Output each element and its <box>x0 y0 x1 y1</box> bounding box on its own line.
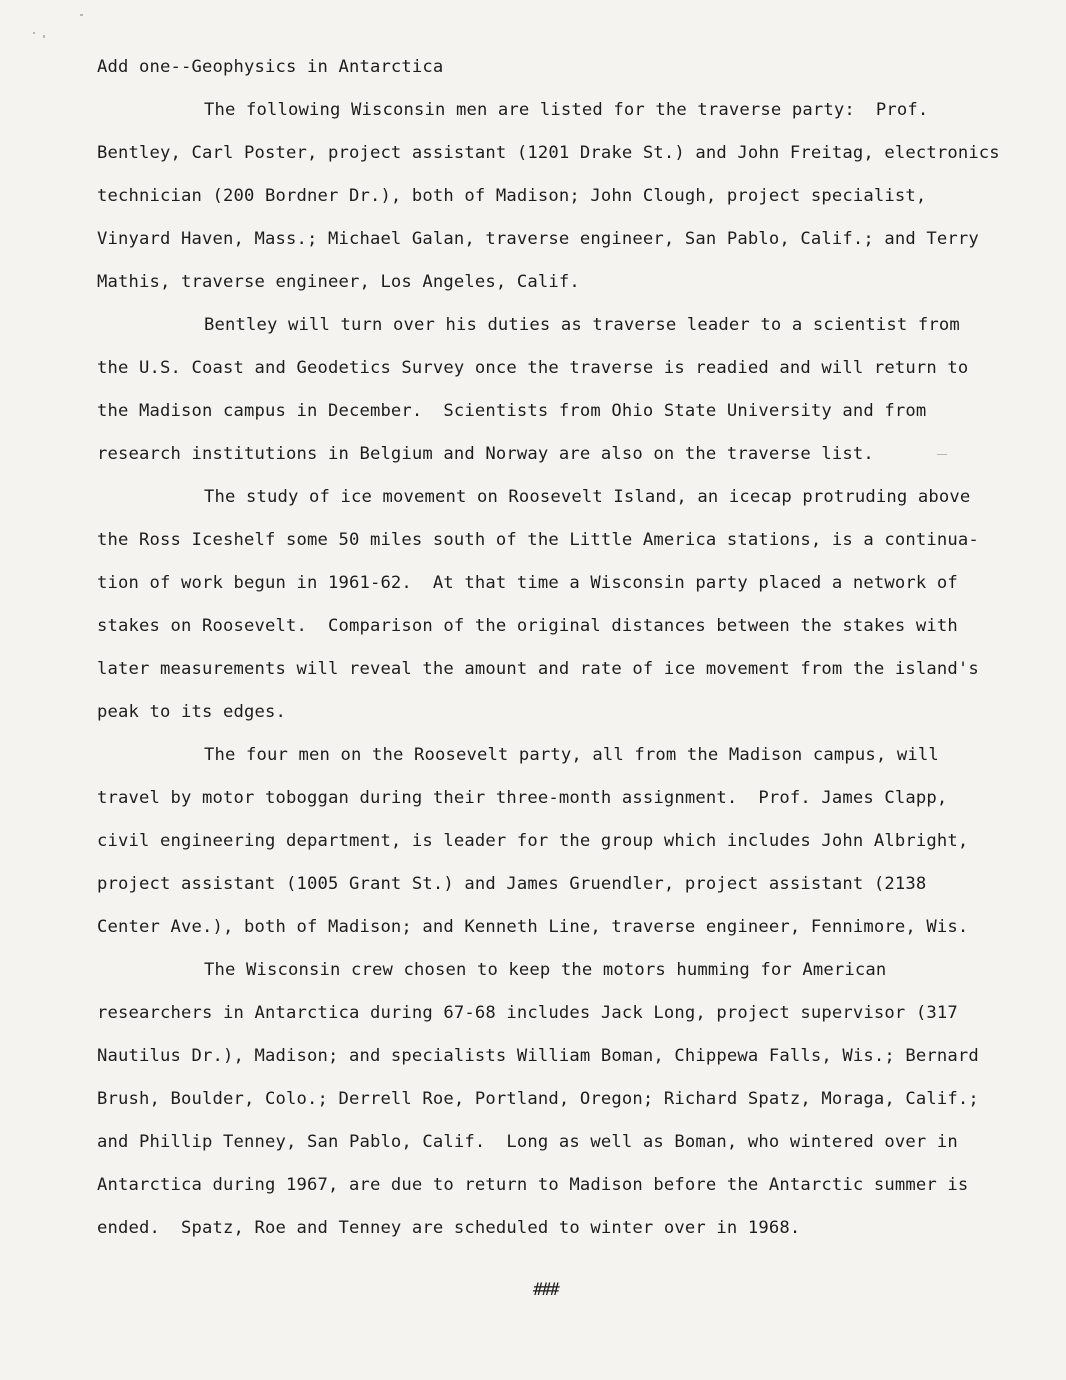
text-line: technician (200 Bordner Dr.), both of Madison; John Clough, project specialist, <box>97 186 927 206</box>
text-line: researchers in Antarctica during 67-68 includes Jack Long, project supervisor (317 <box>97 1003 958 1023</box>
text-line: research institutions in Belgium and Norway are also on the traverse list. <box>97 444 874 464</box>
paper-speck <box>33 32 35 34</box>
text-line: The Wisconsin crew chosen to keep the motors humming for American <box>204 960 887 980</box>
document-body <box>97 52 1017 1256</box>
text-line: The four men on the Roosevelt party, all from the Madison campus, will <box>204 745 939 765</box>
text-line: the Ross Iceshelf some 50 miles south of the Little America stations, is a continua- <box>97 530 979 550</box>
text-line: tion of work begun in 1961-62. At that time a Wisconsin party placed a network of <box>97 573 958 593</box>
text-line: project assistant (1005 Grant St.) and James Gruendler, project assistant (2138 <box>97 874 927 894</box>
text-line: Antarctica during 1967, are due to return to Madison before the Antarctic summer is <box>97 1175 969 1195</box>
text-line: Vinyard Haven, Mass.; Michael Galan, traverse engineer, San Pablo, Calif.; and Terry <box>97 229 979 249</box>
text-line: ended. Spatz, Roe and Tenney are scheduled to winter over in 1968. <box>97 1218 801 1238</box>
text-line: civil engineering department, is leader for the group which includes John Albright, <box>97 831 969 851</box>
text-line: stakes on Roosevelt. Comparison of the original distances between the stakes with <box>97 616 958 636</box>
text-line: Nautilus Dr.), Madison; and specialists William Boman, Chippewa Falls, Wis.; Bernard <box>97 1046 979 1066</box>
text-line: the Madison campus in December. Scientists from Ohio State University and from <box>97 401 927 421</box>
paragraph <box>97 482 1017 740</box>
paragraph <box>97 740 1017 955</box>
text-line: Brush, Boulder, Colo.; Derrell Roe, Portland, Oregon; Richard Spatz, Moraga, Calif.; <box>97 1089 979 1109</box>
document-heading: Add one--Geophysics in Antarctica <box>97 57 444 77</box>
paper-speck <box>80 14 83 16</box>
text-line: The following Wisconsin men are listed for the traverse party: Prof. <box>204 100 929 120</box>
paragraph <box>97 310 1017 482</box>
text-line: The study of ice movement on Roosevelt Island, an icecap protruding above <box>204 487 971 507</box>
paper-speck <box>43 35 45 38</box>
text-line: Center Ave.), both of Madison; and Kenneth Line, traverse engineer, Fennimore, Wis. <box>97 917 969 937</box>
paragraph <box>97 95 1017 310</box>
text-line: Mathis, traverse engineer, Los Angeles, Calif. <box>97 272 580 292</box>
text-line: and Phillip Tenney, San Pablo, Calif. Long as well as Boman, who wintered over in <box>97 1132 958 1152</box>
text-line: later measurements will reveal the amount and rate of ice movement from the island's <box>97 659 979 679</box>
text-line: Bentley, Carl Poster, project assistant (1201 Drake St.) and John Freitag, electronics <box>97 143 1000 163</box>
paragraph <box>97 955 1017 1256</box>
end-mark: ### <box>533 1280 558 1300</box>
text-line: travel by motor toboggan during their three-month assignment. Prof. James Clapp, <box>97 788 948 808</box>
text-line: Bentley will turn over his duties as traverse leader to a scientist from <box>204 315 960 335</box>
text-line: peak to its edges. <box>97 702 286 722</box>
text-line: the U.S. Coast and Geodetics Survey once the traverse is readied and will return to <box>97 358 969 378</box>
